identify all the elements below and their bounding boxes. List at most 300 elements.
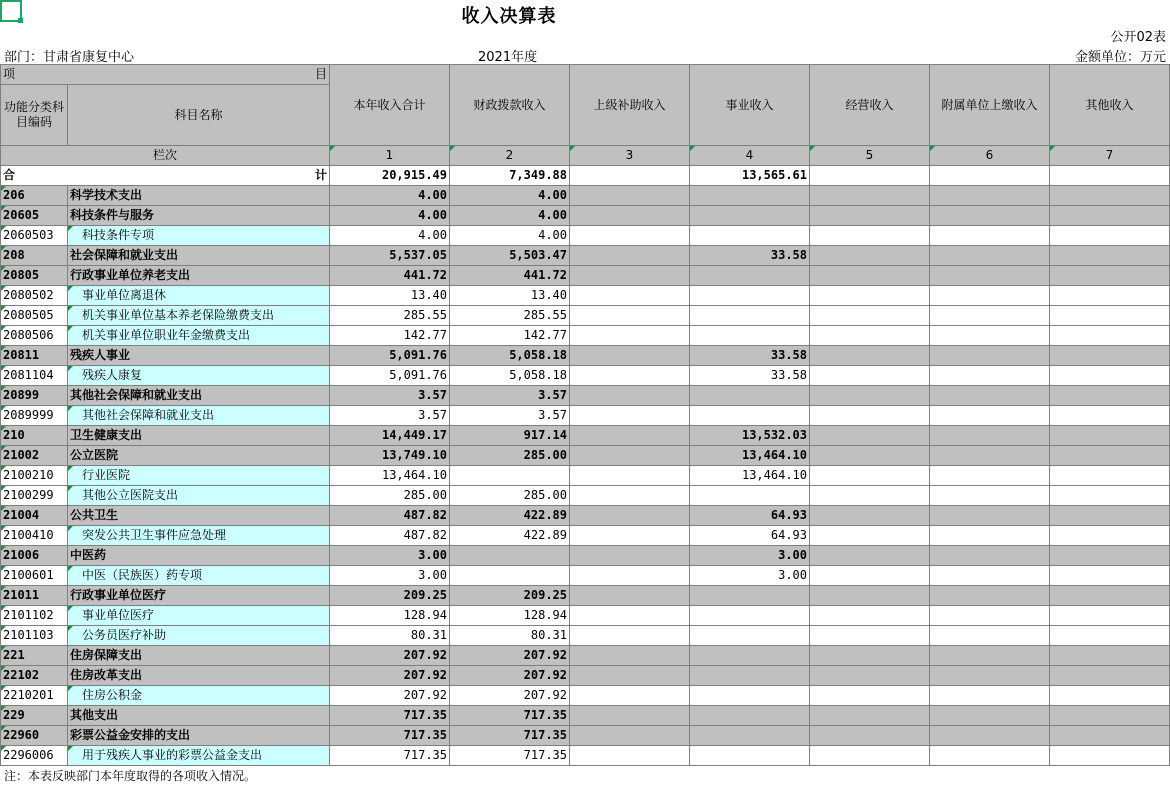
row-value[interactable] xyxy=(690,706,810,726)
row-value[interactable]: 3.00 xyxy=(690,546,810,566)
row-value[interactable]: 3.57 xyxy=(450,406,570,426)
row-value[interactable] xyxy=(930,186,1050,206)
row-value[interactable] xyxy=(810,486,930,506)
row-value[interactable] xyxy=(810,646,930,666)
col-number[interactable]: 5 xyxy=(810,146,930,166)
row-value[interactable] xyxy=(690,626,810,646)
row-value[interactable] xyxy=(1050,266,1170,286)
row-value[interactable]: 207.92 xyxy=(450,646,570,666)
total-value[interactable] xyxy=(1050,166,1170,186)
row-value[interactable] xyxy=(570,526,690,546)
row-code[interactable]: 208 xyxy=(1,246,68,266)
table-row xyxy=(1,466,1170,486)
row-value[interactable] xyxy=(930,486,1050,506)
row-value[interactable] xyxy=(570,306,690,326)
row-code[interactable]: 2060503 xyxy=(1,226,68,246)
row-value[interactable]: 917.14 xyxy=(450,426,570,446)
row-code[interactable]: 22102 xyxy=(1,666,68,686)
row-value[interactable]: 142.77 xyxy=(450,326,570,346)
row-value[interactable]: 717.35 xyxy=(450,706,570,726)
total-value[interactable] xyxy=(930,166,1050,186)
row-value[interactable] xyxy=(1050,466,1170,486)
row-code[interactable]: 2100601 xyxy=(1,566,68,586)
row-value[interactable] xyxy=(690,586,810,606)
row-value[interactable]: 4.00 xyxy=(330,226,450,246)
row-value[interactable]: 3.00 xyxy=(690,566,810,586)
row-value[interactable]: 13,464.10 xyxy=(690,466,810,486)
col-number[interactable]: 1 xyxy=(330,146,450,166)
row-value[interactable] xyxy=(570,466,690,486)
row-value[interactable]: 13.40 xyxy=(330,286,450,306)
row-name[interactable]: 其他支出 xyxy=(68,706,330,726)
row-value[interactable] xyxy=(930,666,1050,686)
row-value[interactable] xyxy=(930,566,1050,586)
row-code[interactable]: 21011 xyxy=(1,586,68,606)
row-value[interactable] xyxy=(930,626,1050,646)
row-code[interactable]: 20805 xyxy=(1,266,68,286)
row-value[interactable]: 207.92 xyxy=(330,646,450,666)
row-value[interactable]: 5,503.47 xyxy=(450,246,570,266)
row-value[interactable]: 128.94 xyxy=(330,606,450,626)
row-code[interactable]: 2296006 xyxy=(1,746,68,766)
row-code[interactable]: 2101102 xyxy=(1,606,68,626)
row-code[interactable]: 20605 xyxy=(1,206,68,226)
total-ji: 计 xyxy=(314,168,327,182)
row-name[interactable]: 科技条件与服务 xyxy=(68,206,330,226)
row-value[interactable] xyxy=(930,326,1050,346)
row-value[interactable] xyxy=(570,546,690,566)
row-value[interactable] xyxy=(930,286,1050,306)
row-value[interactable] xyxy=(930,606,1050,626)
row-value[interactable] xyxy=(570,586,690,606)
col-number[interactable]: 7 xyxy=(1050,146,1170,166)
row-value[interactable] xyxy=(810,666,930,686)
row-value[interactable] xyxy=(690,186,810,206)
row-value[interactable] xyxy=(690,726,810,746)
row-value[interactable] xyxy=(1050,746,1170,766)
total-value[interactable]: 13,565.61 xyxy=(690,166,810,186)
row-value[interactable]: 285.55 xyxy=(330,306,450,326)
row-value[interactable]: 5,091.76 xyxy=(330,346,450,366)
row-value[interactable] xyxy=(570,446,690,466)
row-value[interactable] xyxy=(810,626,930,646)
row-value[interactable] xyxy=(1050,346,1170,366)
row-name[interactable]: 突发公共卫生事件应急处理 xyxy=(68,526,330,546)
row-name[interactable]: 其他公立医院支出 xyxy=(68,486,330,506)
row-value[interactable]: 13,532.03 xyxy=(690,426,810,446)
row-code[interactable]: 2100299 xyxy=(1,486,68,506)
header-col-5[interactable]: 经营收入 xyxy=(810,65,930,146)
row-value[interactable] xyxy=(1050,226,1170,246)
header-col-4[interactable]: 事业收入 xyxy=(690,65,810,146)
row-value[interactable] xyxy=(930,406,1050,426)
row-value[interactable] xyxy=(570,686,690,706)
row-value[interactable]: 64.93 xyxy=(690,506,810,526)
row-value[interactable] xyxy=(1050,326,1170,346)
row-value[interactable] xyxy=(810,366,930,386)
row-value[interactable]: 285.00 xyxy=(330,486,450,506)
row-value[interactable] xyxy=(930,246,1050,266)
header-col-3[interactable]: 上级补助收入 xyxy=(570,65,690,146)
table-row xyxy=(1,586,1170,606)
row-value[interactable]: 209.25 xyxy=(450,586,570,606)
row-value[interactable] xyxy=(1050,586,1170,606)
row-value[interactable] xyxy=(810,286,930,306)
row-value[interactable] xyxy=(810,206,930,226)
total-label[interactable] xyxy=(1,166,330,186)
row-value[interactable]: 3.57 xyxy=(330,386,450,406)
row-value[interactable] xyxy=(570,726,690,746)
row-value[interactable] xyxy=(1050,426,1170,446)
row-value[interactable] xyxy=(1050,726,1170,746)
row-code[interactable]: 2100410 xyxy=(1,526,68,546)
row-value[interactable]: 5,058.18 xyxy=(450,346,570,366)
row-code[interactable]: 229 xyxy=(1,706,68,726)
row-value[interactable] xyxy=(1050,486,1170,506)
row-value[interactable] xyxy=(1050,286,1170,306)
row-value[interactable] xyxy=(570,226,690,246)
row-value[interactable] xyxy=(810,386,930,406)
row-value[interactable] xyxy=(930,466,1050,486)
row-value[interactable] xyxy=(570,286,690,306)
row-value[interactable] xyxy=(1050,666,1170,686)
row-value[interactable]: 13.40 xyxy=(450,286,570,306)
row-value[interactable] xyxy=(930,686,1050,706)
row-value[interactable] xyxy=(810,246,930,266)
row-value[interactable]: 717.35 xyxy=(330,706,450,726)
row-code[interactable]: 2081104 xyxy=(1,366,68,386)
row-value[interactable] xyxy=(930,386,1050,406)
row-name[interactable]: 用于残疾人事业的彩票公益金支出 xyxy=(68,746,330,766)
row-value[interactable] xyxy=(570,666,690,686)
row-value[interactable] xyxy=(930,346,1050,366)
row-value[interactable]: 487.82 xyxy=(330,506,450,526)
row-value[interactable]: 3.00 xyxy=(330,546,450,566)
row-value[interactable]: 207.92 xyxy=(450,666,570,686)
row-code[interactable]: 20811 xyxy=(1,346,68,366)
row-name[interactable]: 中医（民族医）药专项 xyxy=(68,566,330,586)
row-value[interactable] xyxy=(930,266,1050,286)
row-code[interactable]: 2080502 xyxy=(1,286,68,306)
row-value[interactable] xyxy=(930,426,1050,446)
row-value[interactable] xyxy=(690,486,810,506)
row-value[interactable] xyxy=(1050,506,1170,526)
row-name[interactable]: 中医药 xyxy=(68,546,330,566)
row-name[interactable]: 残疾人康复 xyxy=(68,366,330,386)
row-code[interactable]: 2080505 xyxy=(1,306,68,326)
row-value[interactable]: 13,464.10 xyxy=(330,466,450,486)
row-value[interactable] xyxy=(810,426,930,446)
row-value[interactable] xyxy=(930,646,1050,666)
row-value[interactable] xyxy=(1050,526,1170,546)
row-value[interactable] xyxy=(570,406,690,426)
row-value[interactable] xyxy=(570,426,690,446)
row-name[interactable]: 行业医院 xyxy=(68,466,330,486)
row-value[interactable] xyxy=(690,386,810,406)
row-code[interactable]: 2101103 xyxy=(1,626,68,646)
row-value[interactable] xyxy=(1050,206,1170,226)
total-value[interactable]: 20,915.49 xyxy=(330,166,450,186)
year-label: 2021年度 xyxy=(478,50,538,65)
row-value[interactable] xyxy=(1050,446,1170,466)
row-value[interactable] xyxy=(690,206,810,226)
row-value[interactable] xyxy=(930,586,1050,606)
row-value[interactable] xyxy=(930,546,1050,566)
row-value[interactable] xyxy=(1050,646,1170,666)
row-value[interactable]: 441.72 xyxy=(330,266,450,286)
row-value[interactable] xyxy=(930,526,1050,546)
row-value[interactable] xyxy=(810,606,930,626)
row-name[interactable]: 行政事业单位医疗 xyxy=(68,586,330,606)
row-name[interactable]: 残疾人事业 xyxy=(68,346,330,366)
row-value[interactable]: 14,449.17 xyxy=(330,426,450,446)
row-value[interactable] xyxy=(1050,546,1170,566)
row-value[interactable]: 285.00 xyxy=(450,446,570,466)
row-value[interactable]: 207.92 xyxy=(450,686,570,706)
row-name[interactable]: 卫生健康支出 xyxy=(68,426,330,446)
row-name[interactable]: 公务员医疗补助 xyxy=(68,626,330,646)
row-name[interactable]: 机关事业单位职业年金缴费支出 xyxy=(68,326,330,346)
row-value[interactable] xyxy=(690,226,810,246)
table-row xyxy=(1,626,1170,646)
total-value[interactable] xyxy=(570,166,690,186)
row-value[interactable] xyxy=(570,606,690,626)
row-value[interactable] xyxy=(930,726,1050,746)
table-row xyxy=(1,506,1170,526)
row-value[interactable] xyxy=(810,506,930,526)
row-value[interactable] xyxy=(810,446,930,466)
row-value[interactable] xyxy=(570,246,690,266)
row-value[interactable]: 207.92 xyxy=(330,686,450,706)
row-value[interactable]: 441.72 xyxy=(450,266,570,286)
row-value[interactable]: 487.82 xyxy=(330,526,450,546)
row-value[interactable] xyxy=(1050,306,1170,326)
row-value[interactable] xyxy=(810,186,930,206)
row-value[interactable] xyxy=(810,266,930,286)
row-name[interactable]: 事业单位离退休 xyxy=(68,286,330,306)
row-name[interactable]: 机关事业单位基本养老保险缴费支出 xyxy=(68,306,330,326)
row-value[interactable]: 422.89 xyxy=(450,526,570,546)
row-value[interactable]: 80.31 xyxy=(330,626,450,646)
row-value[interactable] xyxy=(810,306,930,326)
header-xiang-mu[interactable] xyxy=(1,65,330,85)
row-value[interactable]: 3.57 xyxy=(330,406,450,426)
row-value[interactable] xyxy=(570,746,690,766)
row-value[interactable] xyxy=(930,226,1050,246)
row-value[interactable]: 207.92 xyxy=(330,666,450,686)
row-name[interactable]: 事业单位医疗 xyxy=(68,606,330,626)
row-value[interactable]: 5,091.76 xyxy=(330,366,450,386)
row-value[interactable]: 4.00 xyxy=(330,186,450,206)
row-value[interactable] xyxy=(570,206,690,226)
row-value[interactable]: 717.35 xyxy=(450,746,570,766)
row-name[interactable]: 住房保障支出 xyxy=(68,646,330,666)
row-value[interactable] xyxy=(1050,246,1170,266)
row-code[interactable]: 2080506 xyxy=(1,326,68,346)
row-code[interactable]: 221 xyxy=(1,646,68,666)
col-number[interactable]: 6 xyxy=(930,146,1050,166)
row-value[interactable] xyxy=(570,506,690,526)
row-name[interactable]: 科技条件专项 xyxy=(68,226,330,246)
header-col-1[interactable]: 本年收入合计 xyxy=(330,65,450,146)
row-name[interactable]: 其他社会保障和就业支出 xyxy=(68,406,330,426)
row-value[interactable] xyxy=(570,646,690,666)
row-code[interactable]: 2089999 xyxy=(1,406,68,426)
row-name[interactable]: 行政事业单位养老支出 xyxy=(68,266,330,286)
row-value[interactable] xyxy=(690,646,810,666)
row-value[interactable] xyxy=(810,586,930,606)
row-value[interactable]: 5,537.05 xyxy=(330,246,450,266)
row-value[interactable]: 422.89 xyxy=(450,506,570,526)
row-value[interactable] xyxy=(930,306,1050,326)
row-value[interactable] xyxy=(930,366,1050,386)
row-value[interactable]: 142.77 xyxy=(330,326,450,346)
row-value[interactable] xyxy=(570,386,690,406)
row-value[interactable] xyxy=(1050,366,1170,386)
row-name[interactable]: 住房改革支出 xyxy=(68,666,330,686)
table-row xyxy=(1,706,1170,726)
header-code[interactable]: 功能分类科目编码 xyxy=(1,85,68,146)
row-value[interactable] xyxy=(1050,626,1170,646)
row-value[interactable] xyxy=(810,326,930,346)
row-value[interactable] xyxy=(570,326,690,346)
row-name[interactable]: 其他社会保障和就业支出 xyxy=(68,386,330,406)
row-value[interactable] xyxy=(690,266,810,286)
row-name[interactable]: 公立医院 xyxy=(68,446,330,466)
row-value[interactable]: 717.35 xyxy=(330,746,450,766)
row-value[interactable] xyxy=(930,706,1050,726)
row-value[interactable] xyxy=(570,346,690,366)
row-value[interactable] xyxy=(690,406,810,426)
row-value[interactable] xyxy=(1050,566,1170,586)
row-code[interactable]: 21006 xyxy=(1,546,68,566)
row-value[interactable]: 3.00 xyxy=(330,566,450,586)
total-row xyxy=(1,166,1170,186)
row-value[interactable]: 4.00 xyxy=(450,206,570,226)
table-row xyxy=(1,726,1170,746)
row-value[interactable] xyxy=(690,666,810,686)
row-value[interactable]: 80.31 xyxy=(450,626,570,646)
table-row xyxy=(1,646,1170,666)
row-value[interactable]: 285.55 xyxy=(450,306,570,326)
row-value[interactable] xyxy=(930,446,1050,466)
lanci-label[interactable]: 栏次 xyxy=(1,146,330,166)
table-row xyxy=(1,606,1170,626)
row-value[interactable] xyxy=(810,526,930,546)
row-value[interactable]: 13,464.10 xyxy=(690,446,810,466)
row-value[interactable] xyxy=(930,206,1050,226)
row-value[interactable] xyxy=(570,366,690,386)
row-value[interactable] xyxy=(1050,386,1170,406)
row-value[interactable] xyxy=(810,706,930,726)
row-value[interactable] xyxy=(810,466,930,486)
row-value[interactable] xyxy=(570,266,690,286)
row-value[interactable] xyxy=(810,726,930,746)
header-name[interactable]: 科目名称 xyxy=(68,85,330,146)
row-value[interactable]: 33.58 xyxy=(690,246,810,266)
row-value[interactable] xyxy=(690,286,810,306)
header-col-2[interactable]: 财政拨款收入 xyxy=(450,65,570,146)
header-col-6[interactable]: 附属单位上缴收入 xyxy=(930,65,1050,146)
row-code[interactable]: 22960 xyxy=(1,726,68,746)
row-value[interactable] xyxy=(930,506,1050,526)
row-value[interactable] xyxy=(570,486,690,506)
row-name[interactable]: 公共卫生 xyxy=(68,506,330,526)
row-value[interactable] xyxy=(1050,606,1170,626)
total-value[interactable]: 7,349.88 xyxy=(450,166,570,186)
row-value[interactable]: 128.94 xyxy=(450,606,570,626)
row-value[interactable]: 4.00 xyxy=(330,206,450,226)
row-code[interactable]: 206 xyxy=(1,186,68,206)
row-code[interactable]: 2100210 xyxy=(1,466,68,486)
col-number[interactable]: 2 xyxy=(450,146,570,166)
row-value[interactable] xyxy=(690,306,810,326)
row-value[interactable]: 33.58 xyxy=(690,346,810,366)
row-name[interactable]: 科学技术支出 xyxy=(68,186,330,206)
row-value[interactable] xyxy=(810,566,930,586)
row-value[interactable] xyxy=(810,226,930,246)
row-name[interactable]: 社会保障和就业支出 xyxy=(68,246,330,266)
row-value[interactable] xyxy=(930,746,1050,766)
row-value[interactable] xyxy=(1050,186,1170,206)
row-value[interactable] xyxy=(450,566,570,586)
header-xiang: 项 xyxy=(3,67,16,81)
row-value[interactable] xyxy=(690,606,810,626)
row-value[interactable] xyxy=(450,466,570,486)
row-value[interactable]: 5,058.18 xyxy=(450,366,570,386)
total-value[interactable] xyxy=(810,166,930,186)
row-value[interactable] xyxy=(570,566,690,586)
row-code[interactable]: 2210201 xyxy=(1,686,68,706)
row-value[interactable]: 4.00 xyxy=(450,186,570,206)
row-name[interactable]: 彩票公益金安排的支出 xyxy=(68,726,330,746)
row-value[interactable] xyxy=(810,686,930,706)
row-value[interactable] xyxy=(1050,686,1170,706)
row-value[interactable] xyxy=(570,706,690,726)
row-value[interactable]: 717.35 xyxy=(330,726,450,746)
row-value[interactable]: 33.58 xyxy=(690,366,810,386)
row-name[interactable]: 住房公积金 xyxy=(68,686,330,706)
row-value[interactable] xyxy=(1050,406,1170,426)
row-value[interactable]: 4.00 xyxy=(450,226,570,246)
row-code[interactable]: 210 xyxy=(1,426,68,446)
row-value[interactable] xyxy=(810,346,930,366)
row-value[interactable]: 717.35 xyxy=(450,726,570,746)
row-value[interactable]: 285.00 xyxy=(450,486,570,506)
row-value[interactable]: 209.25 xyxy=(330,586,450,606)
row-code[interactable]: 21002 xyxy=(1,446,68,466)
row-value[interactable] xyxy=(450,546,570,566)
row-value[interactable] xyxy=(570,186,690,206)
row-code[interactable]: 20899 xyxy=(1,386,68,406)
col-number[interactable]: 3 xyxy=(570,146,690,166)
row-value[interactable] xyxy=(810,406,930,426)
row-value[interactable] xyxy=(690,326,810,346)
row-value[interactable]: 64.93 xyxy=(690,526,810,546)
row-value[interactable]: 13,749.10 xyxy=(330,446,450,466)
row-value[interactable] xyxy=(810,746,930,766)
row-value[interactable] xyxy=(690,746,810,766)
row-code[interactable]: 21004 xyxy=(1,506,68,526)
row-value[interactable] xyxy=(690,686,810,706)
col-number[interactable]: 4 xyxy=(690,146,810,166)
header-col-7[interactable]: 其他收入 xyxy=(1050,65,1170,146)
row-value[interactable]: 3.57 xyxy=(450,386,570,406)
table-row xyxy=(1,206,1170,226)
row-value[interactable] xyxy=(810,546,930,566)
row-value[interactable] xyxy=(1050,706,1170,726)
row-value[interactable] xyxy=(570,626,690,646)
